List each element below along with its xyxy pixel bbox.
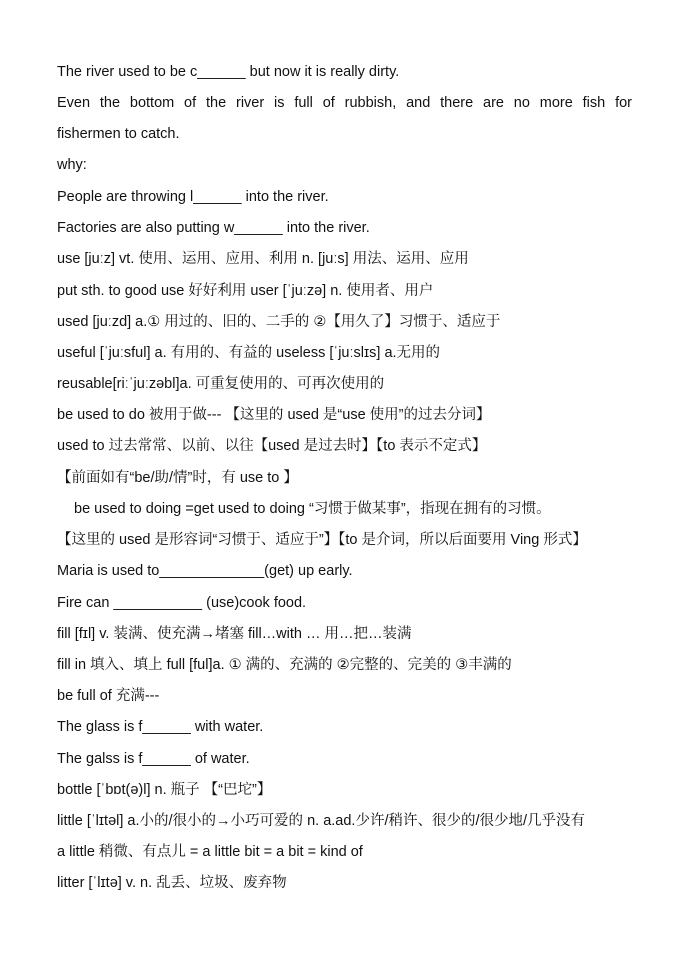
text-line: litter [ˈlɪtə] v. n. 乱丢、垃圾、废弃物 [57,875,287,891]
text-line: People are throwing l______ into the river. [57,189,329,205]
text-line: fill in 填入、填上 full [ful]a. ① 满的、充满的 ②完整的、完美的 ③丰满的 [57,657,512,673]
text-line: Even the bottom of the river is full of rubbish, and there are no more fish for [57,95,632,111]
text-line: useful [ˈjuːsful] a. 有用的、有益的 useless [ˈjuːslɪs] a.无用的 [57,345,441,361]
text-line: why: [57,157,87,173]
text-line: reusable[riːˈjuːzəbl]a. 可重复使用的、可再次使用的 [57,376,385,392]
text-line: Fire can ___________ (use)cook food. [57,595,307,611]
text-line: be full of 充满--- [57,688,160,704]
text-line: be used to doing =get used to doing “习惯于做某事”，指现在拥有的习惯。 [74,501,551,517]
text-line: The river used to be c______ but now it is really dirty. [57,64,400,80]
text-line: be used to do 被用于做--- 【这里的 used 是“use 使用”的过去分词】 [57,407,491,423]
text-line: use [juːz] vt. 使用、运用、应用、利用 n. [juːs] 用法、运用、应用 [57,251,469,267]
text-line: used [juːzd] a.① 用过的、旧的、二手的 ②【用久了】习惯于、适应于 [57,314,501,330]
text-line: a little 稍微、有点儿 = a little bit = a bit = kind of [57,844,363,860]
text-line: Factories are also putting w______ into the river. [57,220,370,236]
text-line: bottle [ˈbɒt(ə)l] n. 瓶子 【“巴坨”】 [57,782,272,798]
text-line: The glass is f______ with water. [57,719,264,735]
text-line: 【这里的 used 是形容词“习惯于、适应于”】【to 是介词，所以后面要用 Ving 形式】 [57,532,587,548]
text-line: The galss is f______ of water. [57,751,250,767]
text-line: fishermen to catch. [57,126,180,142]
text-line: fill [fɪl] v. 装满、使充满→堵塞 fill…with … 用…把…装满 [57,626,412,642]
text-line: put sth. to good use 好好利用 user [ˈjuːzə] n. 使用者、用户 [57,283,434,299]
text-line: 【前面如有“be/助/情”时，有 use to 】 [57,470,298,486]
text-line: little [ˈlɪtəl] a.小的/很小的→小巧可爱的 n. a.ad.少许/稍许、很少的/很少地/几乎没有 [57,813,586,829]
text-line: Maria is used to_____________(get) up early. [57,563,353,579]
text-line: used to 过去常常、以前、以往【used 是过去时】【to 表示不定式】 [57,438,487,454]
